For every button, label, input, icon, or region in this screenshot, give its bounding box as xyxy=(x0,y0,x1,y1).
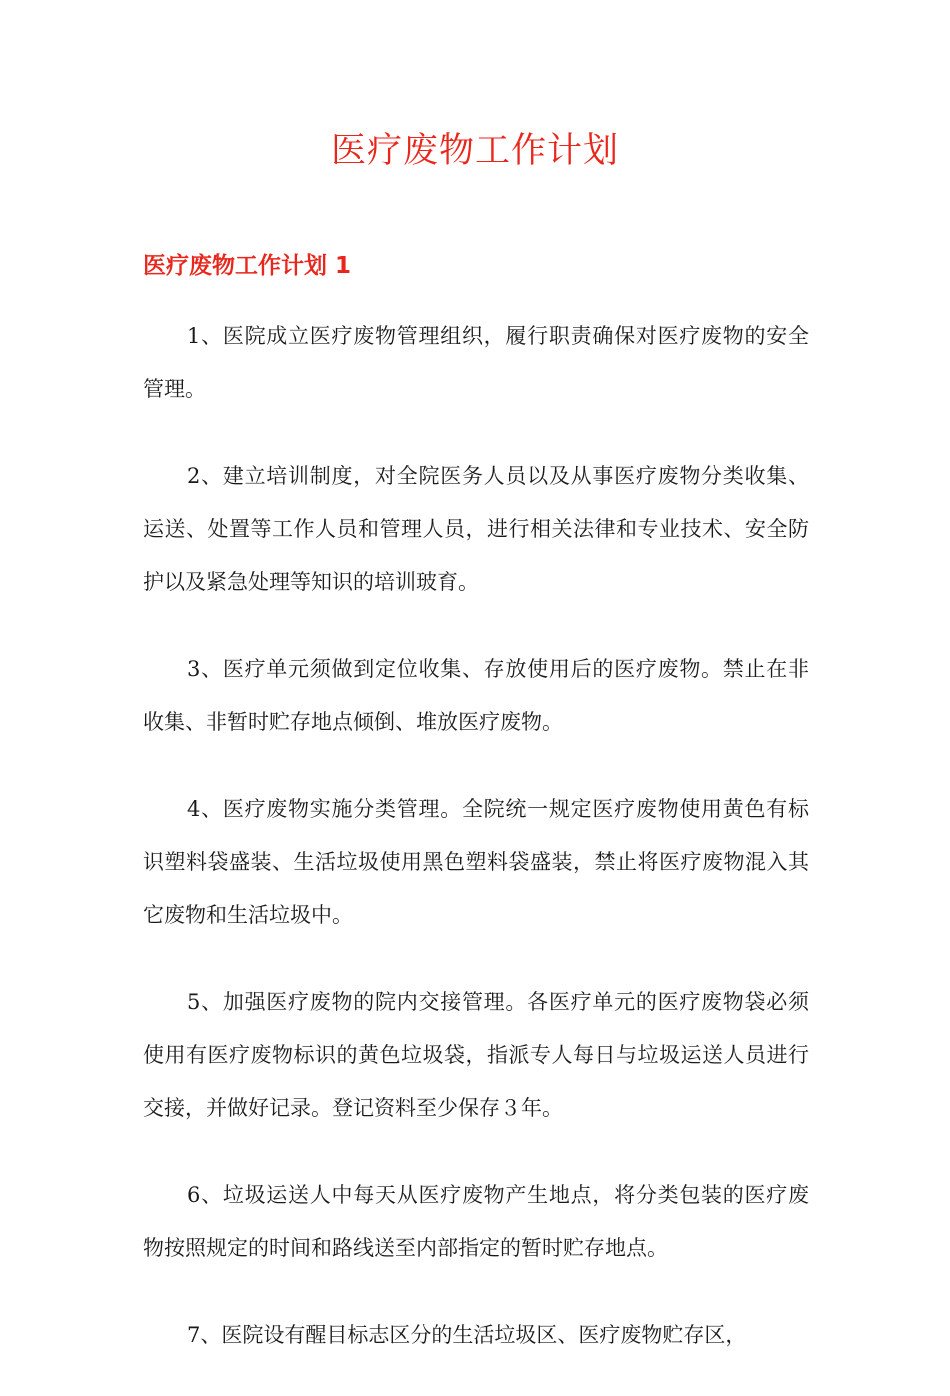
paragraph-7: 7、医院设有醒目标志区分的生活垃圾区、医疗废物贮存区， xyxy=(187,1323,747,1347)
section-heading: 医疗废物工作计划 1 xyxy=(143,253,352,279)
paragraph-4: 4、医疗废物实施分类管理。全院统一规定医疗废物使用黄色有标识塑料袋盛装、生活垃圾使用黑色塑料袋盛装，禁止将医疗废物混入其它废物和生活垃圾中。 xyxy=(143,797,809,927)
document-body xyxy=(143,310,809,1396)
paragraph-3: 3、医疗单元须做到定位收集、存放使用后的医疗废物。禁止在非收集、非暂时贮存地点倾倒、堆放医疗废物。 xyxy=(143,657,809,734)
document-title: 医疗废物工作计划 xyxy=(330,131,619,171)
paragraph-2: 2、建立培训制度，对全院医务人员以及从事医疗废物分类收集、运送、处置等工作人员和管理人员，进行相关法律和专业技术、安全防护以及紧急处理等知识的培训玻育。 xyxy=(143,464,809,594)
paragraph-1: 1、医院成立医疗废物管理组织，履行职责确保对医疗废物的安全管理。 xyxy=(143,324,809,401)
paragraph-6: 6、垃圾运送人中每天从医疗废物产生地点，将分类包装的医疗废物按照规定的时间和路线送至内部指定的暂时贮存地点。 xyxy=(143,1183,809,1260)
paragraph-5: 5、加强医疗废物的院内交接管理。各医疗单元的医疗废物袋必须使用有医疗废物标识的黄色垃圾袋，指派专人每日与垃圾运送人员进行交接，并做好记录。登记资料至少保存３年。 xyxy=(143,990,809,1120)
